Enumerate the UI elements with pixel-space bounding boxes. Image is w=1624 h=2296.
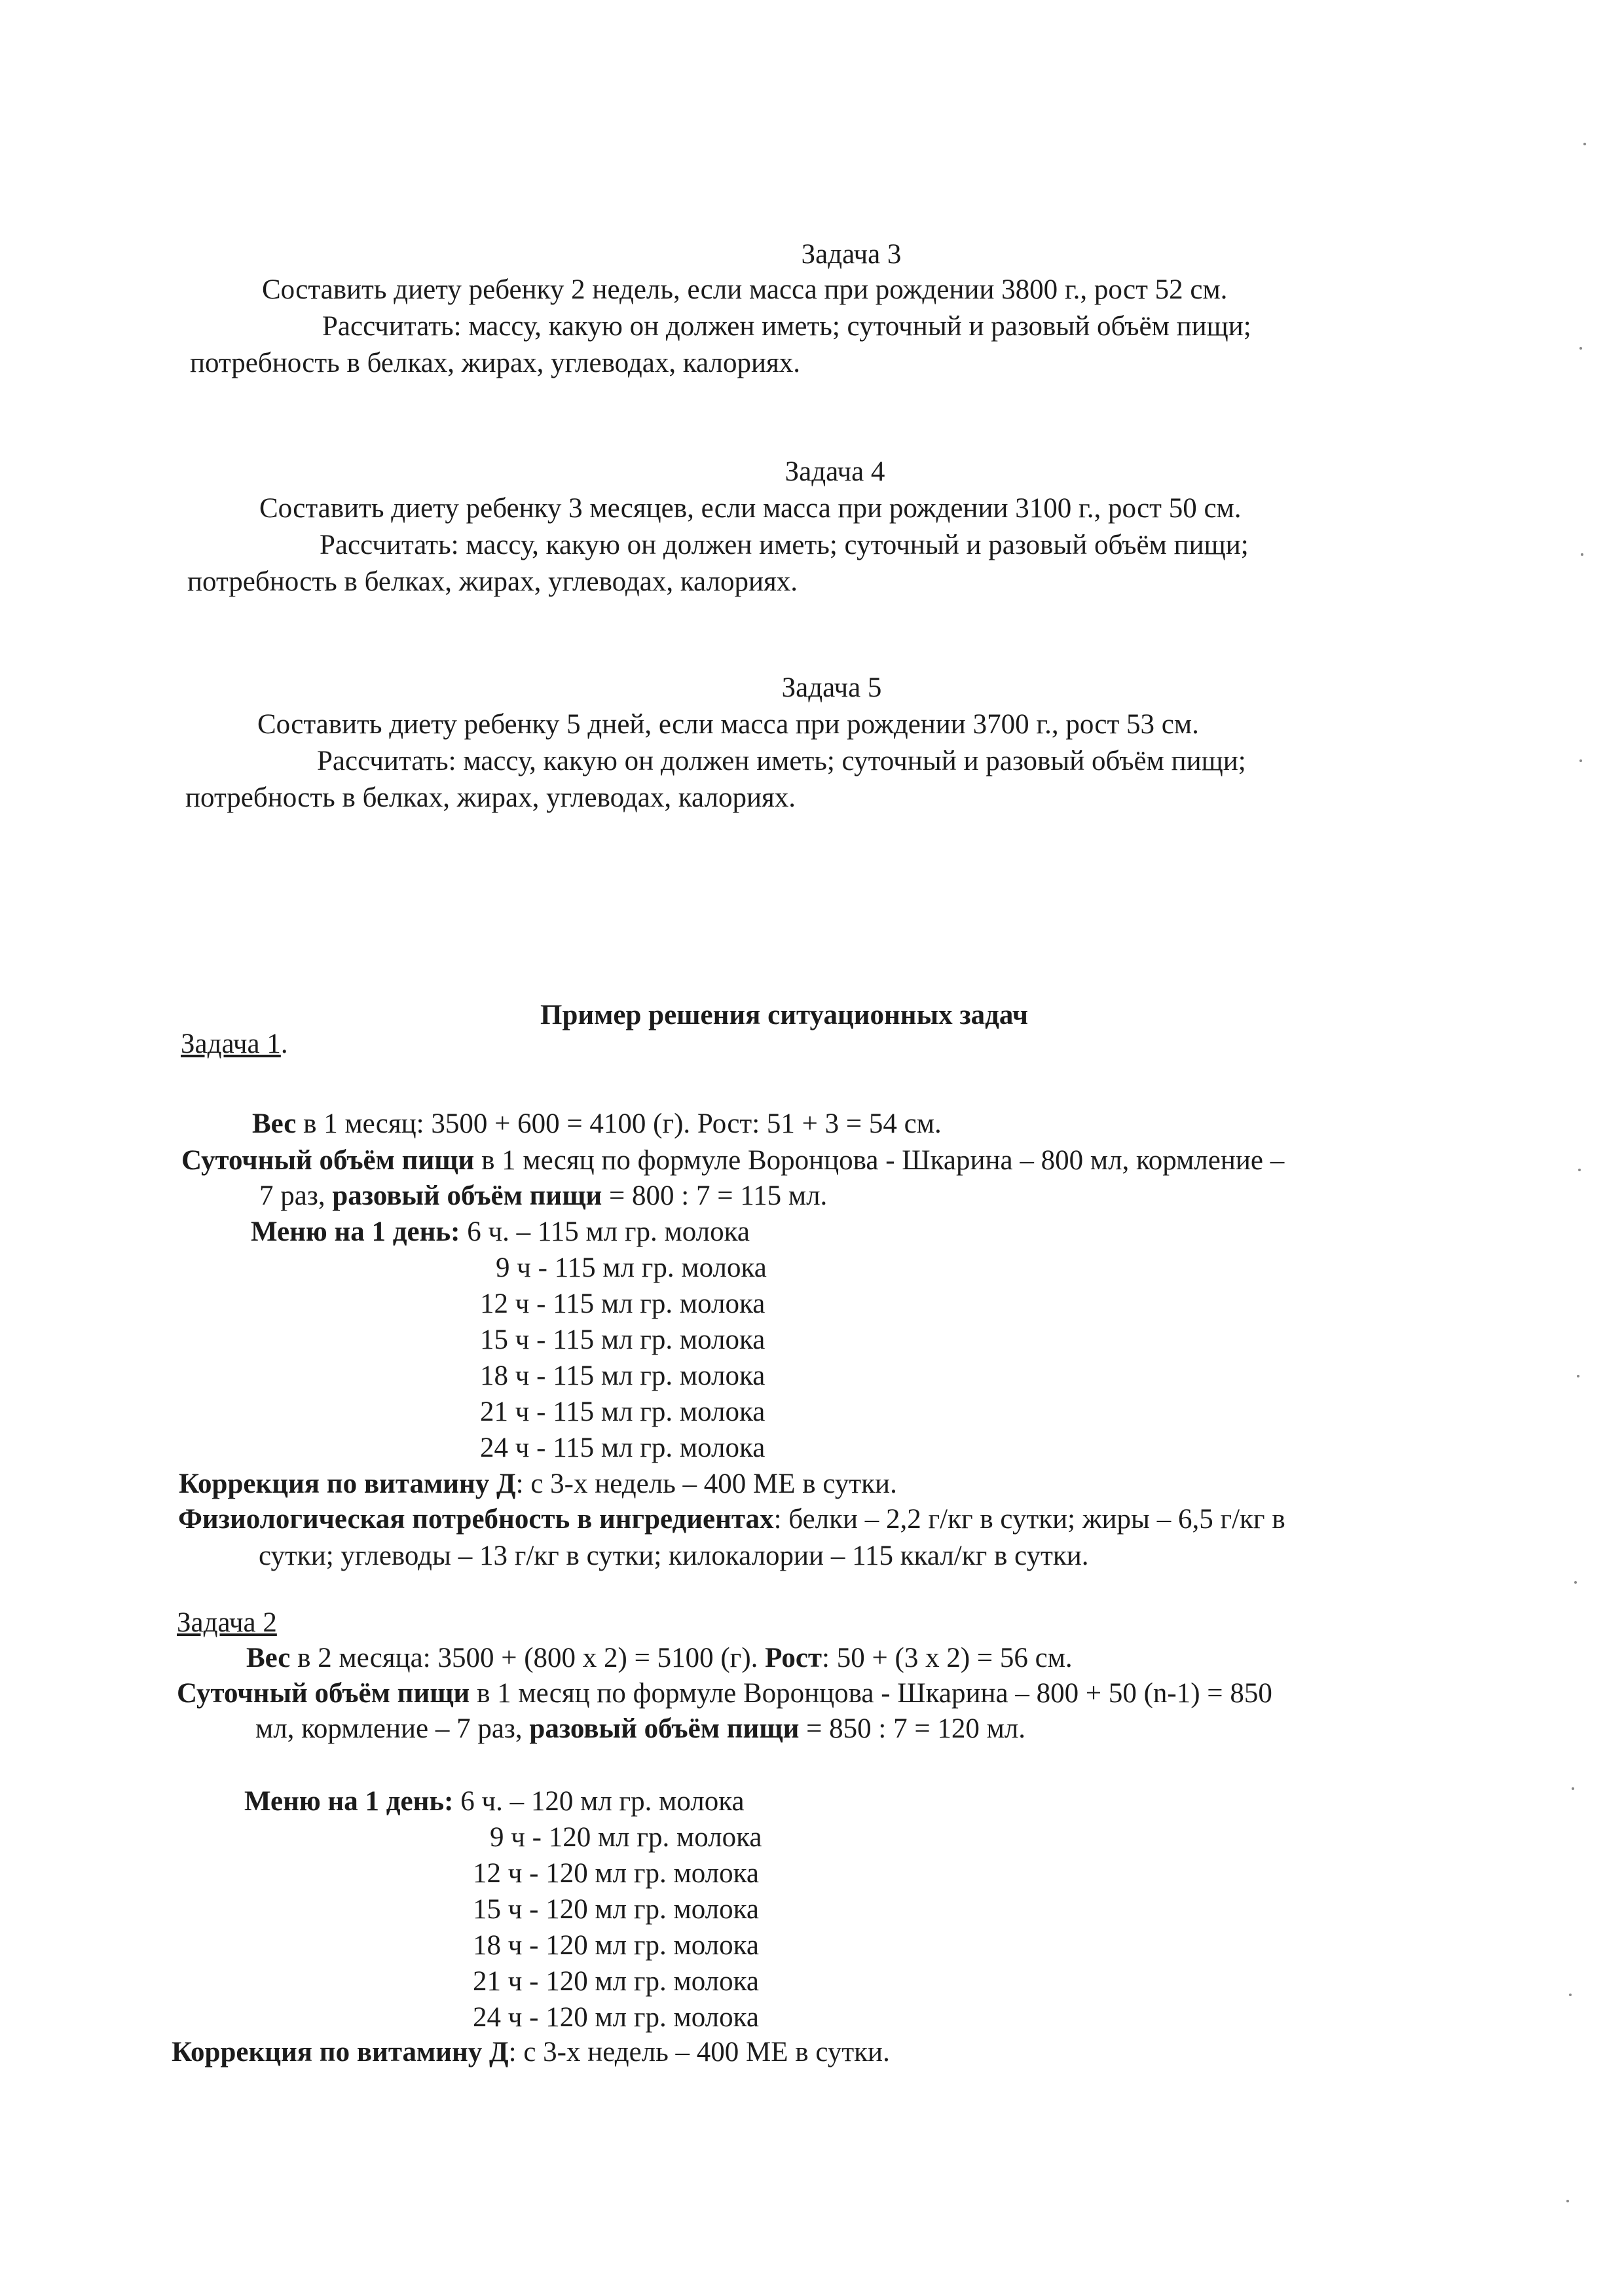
solution1-menu-item: 24 ч - 115 мл гр. молока: [480, 1432, 766, 1463]
scan-speck: [1569, 1994, 1572, 1996]
solution2-title: Задача 2: [177, 1607, 277, 1638]
solution1-menu-item: 12 ч - 115 мл гр. молока: [480, 1288, 766, 1319]
task3-line3: потребность в белках, жирах, углеводах, калориях.: [190, 348, 801, 378]
task4-line1: Составить диету ребенку 3 месяцев, если масса при рождении 3100 г., рост 50 см.: [259, 493, 1242, 524]
solution1-weight: Вес в 1 месяц: 3500 + 600 = 4100 (г). Рост: 51 + 3 = 54 см.: [252, 1108, 942, 1139]
solution2-menu-item: 18 ч - 120 мл гр. молока: [473, 1930, 759, 1961]
task4-line3: потребность в белках, жирах, углеводах, калориях.: [187, 566, 798, 597]
task4-title: Задача 4: [784, 456, 885, 487]
solution1-title: Задача 1.: [181, 1029, 288, 1059]
solution1-menu-first: Меню на 1 день: 6 ч. – 115 мл гр. молока: [251, 1216, 750, 1247]
solution2-volume: Суточный объём пищи в 1 месяц по формуле Воронцова - Шкарина – 800 + 50 (n-1) = 850: [177, 1678, 1272, 1709]
solution2-menu-item: 15 ч - 120 мл гр. молока: [473, 1894, 759, 1925]
solution1-needs-cont: сутки; углеводы – 13 г/кг в сутки; килокалории – 115 ккал/кг в сутки.: [259, 1540, 1089, 1571]
task3-line1: Составить диету ребенку 2 недель, если масса при рождении 3800 г., рост 52 см.: [262, 274, 1228, 305]
task5-line2: Рассчитать: массу, какую он должен иметь; суточный и разовый объём пищи;: [317, 746, 1246, 776]
example-heading: Пример решения ситуационных задач: [540, 1000, 1028, 1030]
task4-line2: Рассчитать: массу, какую он должен иметь; суточный и разовый объём пищи;: [320, 530, 1249, 560]
solution1-menu-item: 21 ч - 115 мл гр. молока: [480, 1396, 766, 1427]
task3-title: Задача 3: [801, 239, 902, 270]
scan-speck: [1581, 553, 1583, 556]
solution1-menu-item: 15 ч - 115 мл гр. молока: [480, 1324, 766, 1355]
solution2-menu-item: 12 ч - 120 мл гр. молока: [473, 1858, 759, 1889]
scan-speck: [1583, 143, 1586, 145]
task5-title: Задача 5: [781, 672, 882, 703]
scan-speck: [1577, 1375, 1579, 1377]
solution2-menu-first: Меню на 1 день: 6 ч. – 120 мл гр. молока: [244, 1786, 745, 1817]
solution2-weight: Вес в 2 месяца: 3500 + (800 х 2) = 5100 (г). Рост: 50 + (3 х 2) = 56 см.: [246, 1643, 1073, 1673]
task3-line2: Рассчитать: массу, какую он должен иметь; суточный и разовый объём пищи;: [322, 311, 1251, 342]
task5-line3: потребность в белках, жирах, углеводах, калориях.: [185, 782, 796, 813]
scan-speck: [1566, 2200, 1569, 2202]
scan-speck: [1579, 759, 1582, 762]
solution1-volume-cont: 7 раз, разовый объём пищи = 800 : 7 = 115 мл.: [259, 1180, 828, 1211]
solution1-needs: Физиологическая потребность в ингредиентах: белки – 2,2 г/кг в сутки; жиры – 6,5 г/кг в: [178, 1504, 1285, 1535]
solution2-menu-item: 9 ч - 120 мл гр. молока: [490, 1822, 762, 1853]
scan-speck: [1574, 1581, 1577, 1584]
solution2-menu-item: 24 ч - 120 мл гр. молока: [473, 2002, 759, 2033]
solution1-vitamin-d: Коррекция по витамину Д: с 3-х недель – 400 МЕ в сутки.: [179, 1468, 897, 1499]
solution2-volume-cont: мл, кормление – 7 раз, разовый объём пищи = 850 : 7 = 120 мл.: [255, 1713, 1025, 1744]
solution1-volume: Суточный объём пищи в 1 месяц по формуле Воронцова - Шкарина – 800 мл, кормление –: [181, 1145, 1285, 1176]
solution2-vitamin-d: Коррекция по витамину Д: с 3-х недель – 400 МЕ в сутки.: [172, 2037, 890, 2068]
solution1-menu-item: 9 ч - 115 мл гр. молока: [496, 1252, 767, 1283]
task5-line1: Составить диету ребенку 5 дней, если масса при рождении 3700 г., рост 53 см.: [257, 709, 1199, 740]
scan-speck: [1578, 1169, 1581, 1171]
scan-speck: [1572, 1787, 1574, 1790]
solution2-menu-item: 21 ч - 120 мл гр. молока: [473, 1966, 759, 1997]
scan-speck: [1579, 347, 1582, 350]
solution1-menu-item: 18 ч - 115 мл гр. молока: [480, 1360, 766, 1391]
